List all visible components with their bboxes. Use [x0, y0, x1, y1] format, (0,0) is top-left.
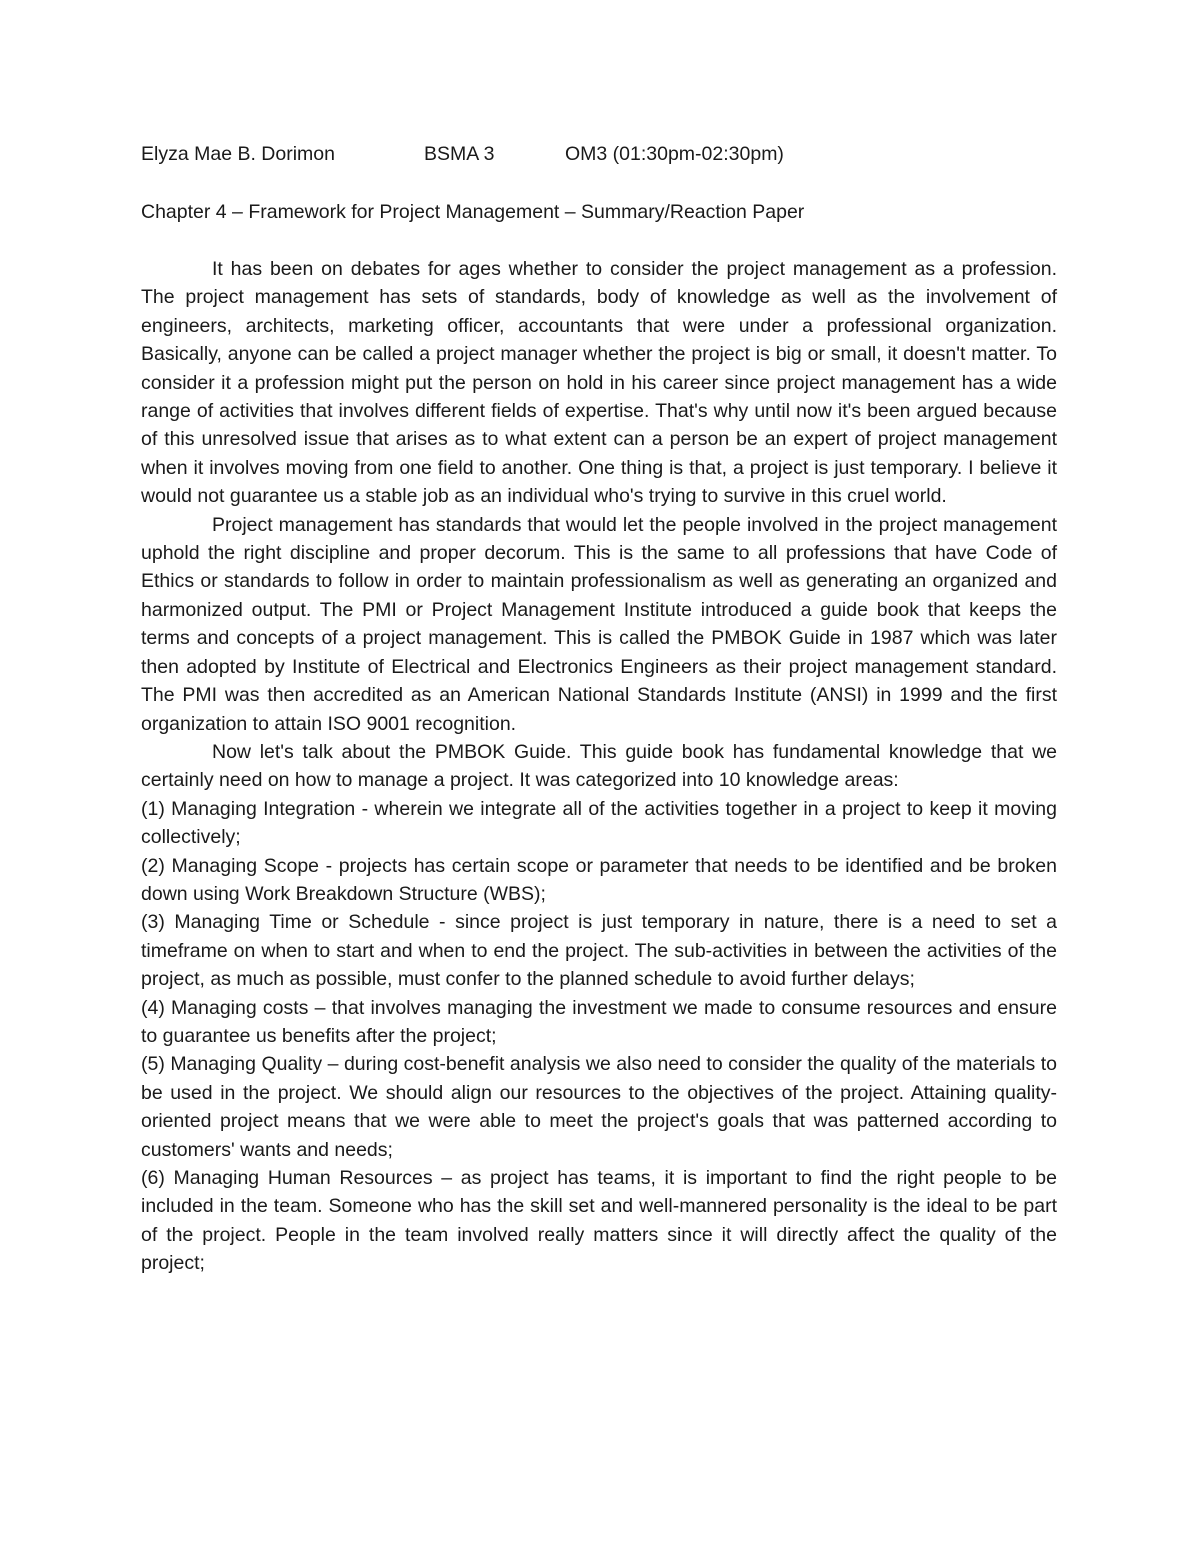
paper-title: Chapter 4 – Framework for Project Management – Summary/Reaction Paper	[141, 201, 805, 223]
knowledge-area-2: (2) Managing Scope - projects has certain scope or parameter that needs to be identified and be broken down using Work Breakdown Structure (WBS);	[141, 854, 1057, 905]
knowledge-area-3: (3) Managing Time or Schedule - since project is just temporary in nature, there is a need to set a timeframe on when to start and when to end the project. The sub-activities in between the activities of the project, as much as possible, must confer to the planned schedule to avoid further delays;	[141, 911, 1057, 991]
knowledge-area-5: (5) Managing Quality – during cost-benefit analysis we also need to consider the quality of the materials to be used in the project. We should align our resources to the objectives of the project. Attaining quality-oriented project means that we were able to meet the project's goals that was patterned according to customers' wants and needs;	[141, 1053, 1057, 1161]
course-label: BSMA 3	[424, 143, 495, 165]
class-schedule: OM3 (01:30pm-02:30pm)	[565, 143, 784, 165]
knowledge-area-4: (4) Managing costs – that involves managing the investment we made to consume resources and ensure to guarantee us benefits after the project;	[141, 996, 1057, 1047]
author-header	[141, 140, 1057, 168]
paragraph-2: Project management has standards that would let the people involved in the project management uphold the right discipline and proper decorum. This is the same to all professions that have Code of Ethics or standards to follow in order to maintain professionalism as well as generating an organized and harmonized output. The PMI or Project Management Institute introduced a guide book that keeps the terms and concepts of a project management. This is called the PMBOK Guide in 1987 which was later then adopted by Institute of Electrical and Electronics Engineers as their project management standard. The PMI was then accredited as an American National Standards Institute (ANSI) in 1999 and the first organization to attain ISO 9001 recognition.	[141, 513, 1057, 735]
author-name: Elyza Mae B. Dorimon	[141, 143, 335, 165]
paragraph-1: It has been on debates for ages whether to consider the project management as a profession. The project management has sets of standards, body of knowledge as well as the involvement of engineers, architects, marketing officer, accountants that were under a professional organization. Basically, anyone can be called a project manager whether the project is big or small, it doesn't matter. To consider it a profession might put the person on hold in his career since project management has a wide range of activities that involves different fields of expertise. That's why until now it's been argued because of this unresolved issue that arises as to what extent can a person be an expert of project management when it involves moving from one field to another. One thing is that, a project is just temporary. I believe it would not guarantee us a stable job as an individual who's trying to survive in this cruel world.	[141, 258, 1057, 508]
document-page	[141, 140, 1057, 1278]
paragraph-3: Now let's talk about the PMBOK Guide. This guide book has fundamental knowledge that we certainly need on how to manage a project. It was categorized into 10 knowledge areas:	[141, 740, 1057, 792]
paper-body	[141, 255, 1057, 1278]
knowledge-area-1: (1) Managing Integration - wherein we integrate all of the activities together in a project to keep it moving collectively;	[141, 797, 1057, 849]
knowledge-area-6: (6) Managing Human Resources – as project has teams, it is important to find the right people to be included in the team. Someone who has the skill set and well-mannered personality is the ideal to be part of the project. People in the team involved really matters since it will directly affect the quality of the project;	[141, 1167, 1057, 1275]
